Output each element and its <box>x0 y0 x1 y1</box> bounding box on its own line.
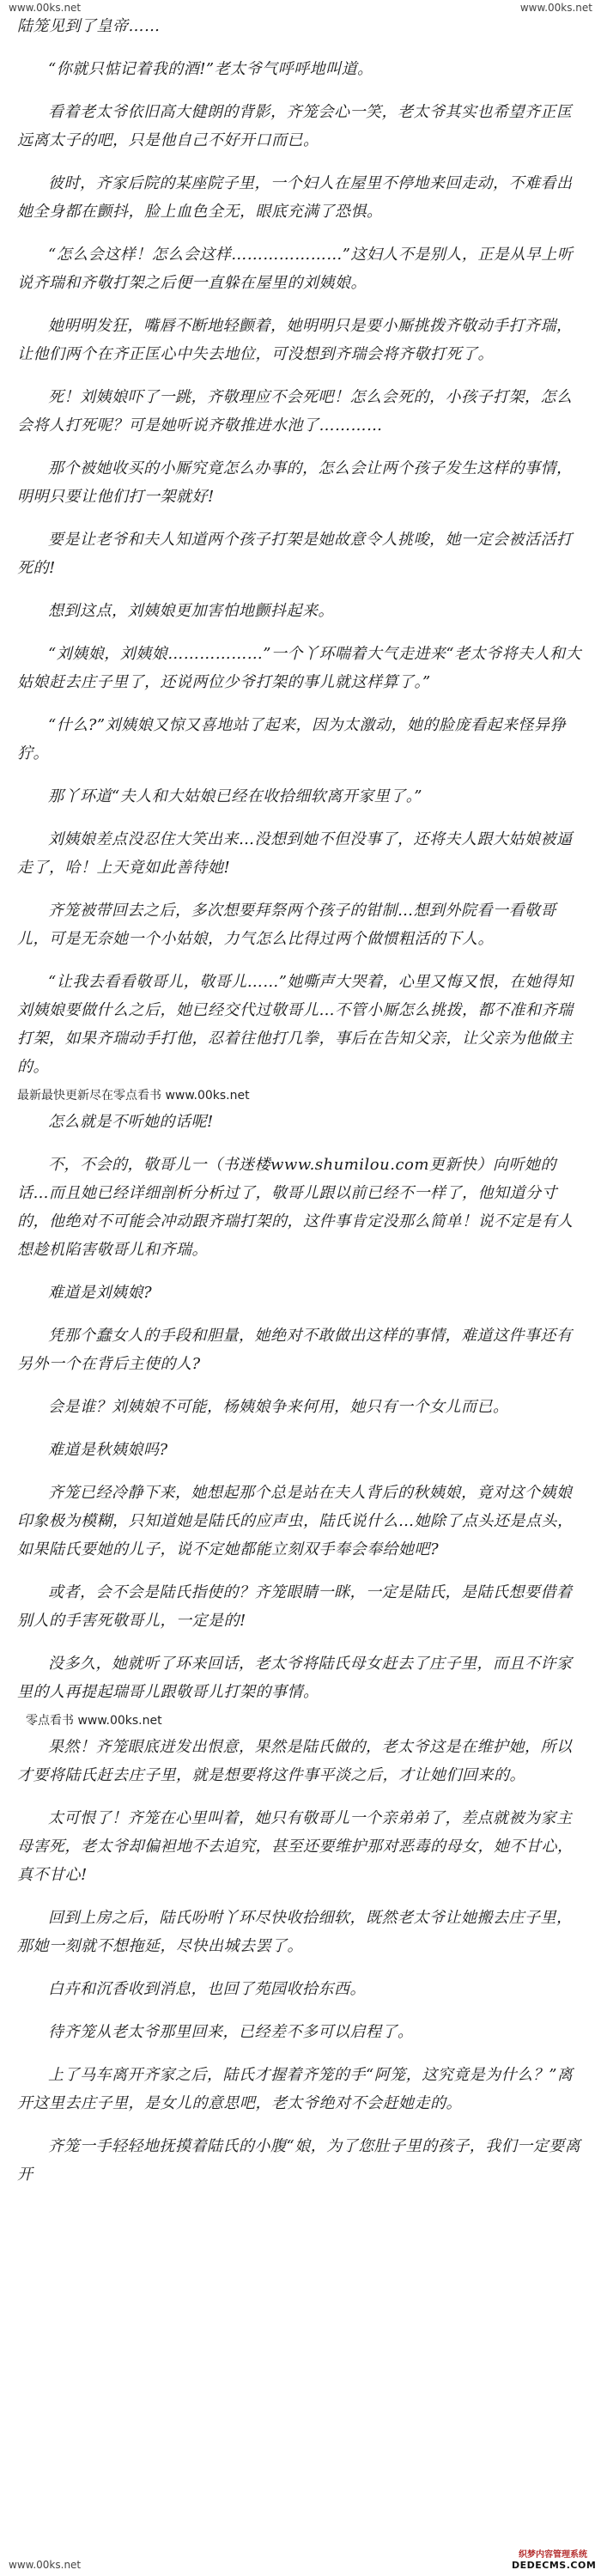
paragraph: 或者，会不会是陆氏指使的？齐笼眼睛一眯，一定是陆氏，是陆氏想要借着别人的手害死敬哥儿，一定是的! <box>17 1583 573 1630</box>
paragraph: 果然！齐笼眼底迸发出恨意，果然是陆氏做的，老太爷这是在维护她，所以才要将陆氏赶去庄子里，就是想要将这件事平淡之后，才让她们回来的。 <box>17 1738 573 1784</box>
paragraph: 上了马车离开齐家之后，陆氏才握着齐笼的手“阿笼，这究竟是为什么？”离开这里去庄子里，是女儿的意思吧，老太爷绝对不会赶她走的。 <box>17 2066 574 2112</box>
chapter-text <box>17 12 584 2203</box>
paragraph: 看着老太爷依旧高大健朗的背影，齐笼会心一笑，老太爷其实也希望齐正匡远离太子的吧，只是他自己不好开口而已。 <box>17 103 573 149</box>
paragraph: 死！刘姨娘吓了一跳，齐敬理应不会死吧！怎么会死的，小孩子打架，怎么会将人打死呢？可是她听说齐敬推进水池了………… <box>17 388 573 434</box>
paragraph: 难道是秋姨娘吗? <box>48 1441 168 1459</box>
paragraph: 齐笼已经冷静下来，她想起那个总是站在夫人背后的秋姨娘，竟对这个姨娘印象极为模糊，只知道她是陆氏的应声虫，陆氏说什么…她除了点头还是点头，如果陆氏要她的儿子，说不定她都能立刻双手奉会奉给她吧? <box>17 1484 574 1558</box>
header-left-url: www.00ks.net <box>9 2 82 14</box>
paragraph: 要是让老爷和夫人知道两个孩子打架是她故意令人挑唆，她一定会被活活打死的! <box>17 531 573 577</box>
header-right-url: www.00ks.net <box>519 2 592 14</box>
paragraph: 她明明发狂，嘴唇不断地轻颤着，她明明只是要小厮挑拨齐敬动手打齐瑞，让他们两个在齐正匡心中失去地位，可没想到齐瑞会将齐敬打死了。 <box>17 317 573 363</box>
paragraph: “怎么会这样！怎么会这样…………………”这妇人不是别人，正是从早上听说齐瑞和齐敬打架之后便一直躲在屋里的刘姨娘。 <box>17 246 574 292</box>
paragraph: 待齐笼从老太爷那里回来，已经差不多可以启程了。 <box>48 2023 414 2041</box>
paragraph: “让我去看看敬哥儿，敬哥儿……”她嘶声大哭着，心里又悔又恨，在她得知刘姨娘要做什么之后，她已经交代过敬哥儿…不管小厮怎么挑拨，都不准和齐瑞打架，如果齐瑞动手打他，忍着往他打几拳，事后在告知父亲，让父亲为他做主的。 <box>17 973 574 1076</box>
paragraph: 不，不会的，敬哥儿一（书迷楼www.shumilou.com更新快）向听她的话…而且她已经详细剖析分析过了，敬哥儿跟以前已经不一样了，他知道分寸的，他绝对不可能会冲动跟齐瑞打架的，这件事肯定没那么简单！说不定是有人想趁机陷害敬哥儿和齐瑞。 <box>17 1156 574 1259</box>
paragraph: 想到这点，刘姨娘更加害怕地颤抖起来。 <box>48 602 334 620</box>
paragraph: “什么?”刘姨娘又惊又喜地站了起来，因为太激动，她的脸庞看起来怪异狰狞。 <box>17 716 567 762</box>
paragraph: 那个被她收买的小厮究竟怎么办事的，怎么会让两个孩子发生这样的事情，明明只要让他们打一架就好! <box>17 459 573 506</box>
paragraph: 刘姨娘差点没忍住大笑出来…没想到她不但没事了，还将夫人跟大姑娘被逼走了，哈！上天竟如此善待她! <box>17 830 573 877</box>
paragraph: 没多久，她就听了环来回话，老太爷将陆氏母女赶去了庄子里，而且不许家里的人再提起瑞哥儿跟敬哥儿打架的事情。 <box>17 1655 573 1701</box>
page-footer <box>0 2545 601 2576</box>
paragraph: “刘姨娘，刘姨娘………………”一个丫环喘着大气走进来“老太爷将夫人和大姑娘赶去庄子里了，还说两位少爷打架的事儿就这样算了。” <box>17 645 582 691</box>
paragraph: 太可恨了！齐笼在心里叫着，她只有敬哥儿一个亲弟弟了，差点就被为家主母害死，老太爷却偏袒地不去追究，甚至还要维护那对恶毒的母女，她不甘心，真不甘心! <box>17 1809 574 1884</box>
paragraph: “你就只惦记着我的酒!”老太爷气呼呼地叫道。 <box>48 60 373 78</box>
paragraph: 齐笼一手轻轻地抚摸着陆氏的小腹“娘，为了您肚子里的孩子，我们一定要离开 <box>17 2137 581 2184</box>
logo-top-text: 织梦内容管理系统 <box>519 2550 587 2560</box>
paragraph: 凭那个蠢女人的手段和胆量，她绝对不敢做出这样的事情，难道这件事还有另外一个在背后主使的人? <box>17 1327 573 1373</box>
watermark-site-link[interactable]: 零点看书 www.00ks.net <box>26 1714 162 1728</box>
logo-bottom-text: DEDECMS.COM <box>512 2560 597 2571</box>
dedecms-logo <box>512 2547 597 2574</box>
paragraph: 回到上房之后，陆氏吩咐丫环尽快收拾细软，既然老太爷让她搬去庄子里，那她一刻就不想拖延，尽快出城去罢了。 <box>17 1909 573 1955</box>
paragraph: 那丫环道“夫人和大姑娘已经在收拾细软离开家里了。” <box>48 787 422 805</box>
paragraph: 会是谁？刘姨娘不可能，杨姨娘争来何用，她只有一个女儿而已。 <box>48 1398 509 1416</box>
footer-left-url: www.00ks.net <box>9 2559 82 2571</box>
paragraph: 怎么就是不听她的话呢! <box>48 1113 214 1131</box>
paragraph: 白卉和沉香收到消息，也回了苑园收拾东西。 <box>48 1980 366 1998</box>
paragraph: 陆笼见到了皇帝…… <box>17 17 161 35</box>
paragraph: 彼时，齐家后院的某座院子里，一个妇人在屋里不停地来回走动，不难看出她全身都在颤抖，脸上血色全无，眼底充满了恐惧。 <box>17 174 573 221</box>
paragraph: 齐笼被带回去之后，多次想要拜祭两个孩子的钳制…想到外院看一看敬哥儿，可是无奈她一个小姑娘，力气怎么比得过两个做惯粗活的下人。 <box>17 902 556 948</box>
watermark-latest-updates[interactable]: 最新最快更新尽在零点看书 www.00ks.net <box>17 1089 250 1103</box>
paragraph: 难道是刘姨娘? <box>48 1284 153 1302</box>
